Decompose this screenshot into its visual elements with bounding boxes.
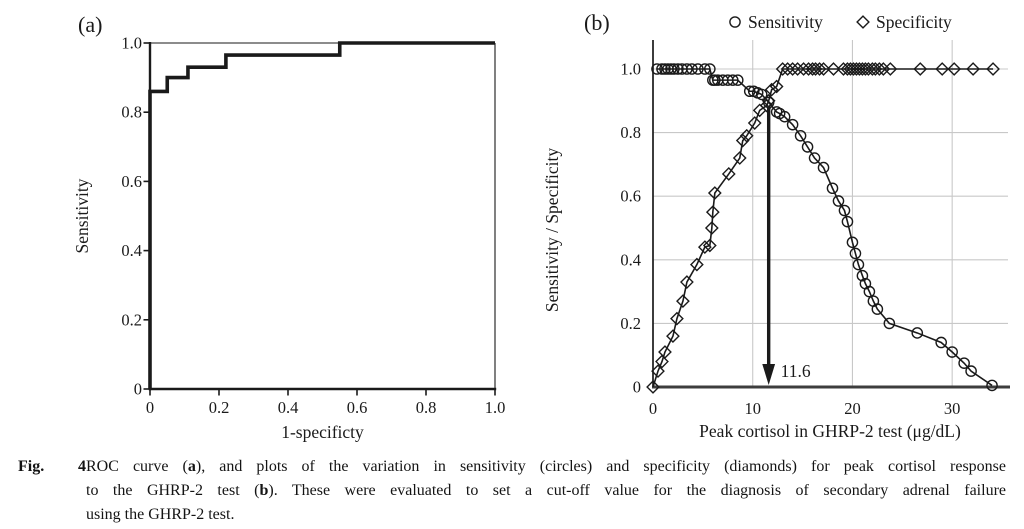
caption-text: ), and plots of the variation in sensitivity (circles) and specificity (diamonds) for peak cortisol response: [195, 458, 1006, 475]
x-tick-label: 20: [844, 399, 861, 418]
cutoff-arrow: [762, 106, 775, 385]
y-tick-label: 0.2: [121, 310, 142, 330]
tick-marks: [144, 43, 496, 396]
x-tick-label: 10: [744, 399, 761, 418]
caption-text-3: [86, 506, 234, 523]
x-axis-title: 1-specificty: [281, 422, 364, 442]
y-tick-label: 0: [632, 377, 641, 397]
legend-label-circle: Sensitivity: [748, 12, 823, 32]
caption-line-1: [18, 455, 1006, 479]
panel-a-label: (a): [78, 12, 103, 37]
panel-b-label: (b): [584, 10, 610, 35]
y-tick-label: 0.4: [620, 250, 641, 270]
y-axis-title: Sensitivity / Specificity: [542, 147, 562, 313]
figure-caption: [18, 455, 1006, 527]
cutoff-value-label: 11.6: [780, 361, 811, 381]
x-tick-label: 30: [943, 399, 961, 418]
x-tick-label: 0: [145, 398, 155, 417]
x-tick-label: 0.8: [415, 398, 437, 417]
y-tick-label: 0.6: [620, 186, 641, 206]
gridlines: [653, 40, 1008, 387]
x-tick-label: 0: [648, 399, 658, 418]
cutoff-arrow-head: [762, 364, 775, 385]
y-tick-label: 0.8: [121, 102, 142, 122]
caption-text-1: [86, 458, 1006, 475]
y-tick-label: 0.8: [620, 123, 641, 143]
caption-bold-text: b: [259, 482, 269, 499]
caption-text: ROC curve (: [86, 458, 188, 475]
roc-curve: [150, 43, 495, 389]
y-tick-label: 0.6: [121, 171, 142, 191]
caption-text: ). These were evaluated to set a cut-off value for the diagnosis of secondary adrenal failure: [268, 482, 1007, 499]
x-tick-label: 0.4: [277, 398, 299, 417]
legend-label-diamond: Specificity: [876, 12, 952, 32]
caption-text: to the GHRP-2 test (: [86, 482, 260, 499]
caption-line-3: [86, 503, 1006, 527]
roc-chart-panel-a: [0, 0, 520, 455]
y-tick-label: 0: [133, 379, 142, 399]
x-tick-label: 1.0: [484, 398, 506, 417]
y-axis-title: Sensitivity: [72, 178, 92, 254]
y-tick-label: 1.0: [121, 33, 142, 53]
caption-line-2: [86, 479, 1006, 503]
x-axis-title: Peak cortisol in GHRP-2 test (μg/dL): [699, 421, 961, 441]
y-tick-label: 0.4: [121, 241, 142, 261]
axes: [149, 42, 496, 390]
caption-text: using the GHRP-2 test.: [86, 506, 235, 523]
specificity-line: [653, 69, 993, 387]
caption-bold-text: a: [187, 458, 196, 475]
x-tick-label: 0.2: [208, 398, 230, 417]
circle-marker: [730, 17, 740, 27]
sensitivity-specificity-chart-panel-b: [512, 0, 1024, 455]
caption-figure-label: Fig. 4: [18, 458, 86, 475]
y-tick-label: 0.2: [620, 313, 641, 333]
diamond-marker: [857, 16, 869, 28]
plot-frame: [150, 43, 495, 389]
y-tick-label: 1.0: [620, 59, 641, 79]
x-tick-label: 0.6: [346, 398, 368, 417]
legend: [730, 12, 952, 32]
caption-text-2: [86, 482, 1006, 499]
axes: [652, 40, 1010, 389]
sensitivity-series: [652, 64, 997, 391]
